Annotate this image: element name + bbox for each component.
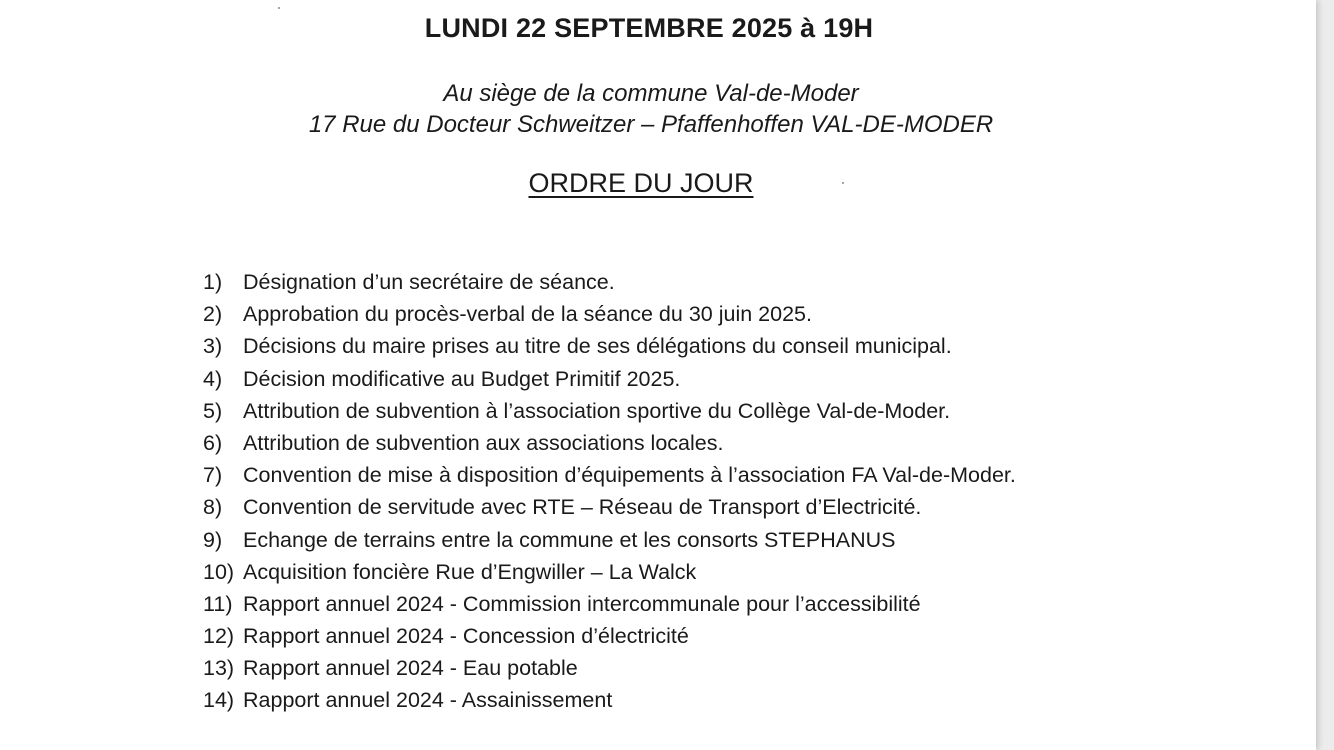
- agenda-item: [203, 588, 1016, 620]
- agenda-item-text: Attribution de subvention à l’association sportive du Collège Val-de-Moder.: [243, 398, 951, 423]
- agenda-item-number: 2): [203, 302, 223, 327]
- agenda-item: [203, 395, 1016, 427]
- meeting-location: [0, 78, 1302, 140]
- agenda-item-text: Attribution de subvention aux associations locales.: [243, 430, 724, 455]
- agenda-title: [0, 168, 1282, 199]
- agenda-item: [203, 620, 1016, 652]
- agenda-item-text: Acquisition foncière Rue d’Engwiller – La Walck: [243, 559, 697, 584]
- agenda-item-number: 3): [203, 334, 223, 359]
- agenda-item-number: 9): [203, 527, 223, 552]
- agenda-item-text: Rapport annuel 2024 - Commission intercommunale pour l’accessibilité: [243, 591, 921, 616]
- agenda-list: [203, 266, 1016, 717]
- agenda-item-text: Désignation d’un secrétaire de séance.: [243, 270, 615, 294]
- agenda-item-number: 7): [203, 463, 223, 488]
- agenda-item: [203, 684, 1016, 716]
- agenda-item-number: 4): [203, 366, 223, 391]
- agenda-item-text: Approbation du procès-verbal de la séance du 30 juin 2025.: [243, 302, 812, 327]
- agenda-title-text: ORDRE DU JOUR: [528, 168, 754, 198]
- agenda-item: [203, 266, 1016, 298]
- agenda-item-number: 5): [203, 398, 223, 423]
- location-line-2: 17 Rue du Docteur Schweitzer – Pfaffenhoffen VAL-DE-MODER: [308, 111, 994, 138]
- agenda-item-text: Convention de servitude avec RTE – Réseau de Transport d’Electricité.: [243, 495, 922, 520]
- agenda-item: [203, 652, 1016, 684]
- agenda-item: [203, 524, 1016, 556]
- agenda-item-number: 12): [203, 624, 235, 649]
- meeting-date-heading: LUNDI 22 SEPTEMBRE 2025 à 19H: [424, 13, 874, 43]
- agenda-item-number: 11): [203, 591, 233, 616]
- agenda-item: [203, 491, 1016, 523]
- agenda-item-number: 13): [203, 656, 235, 681]
- agenda-item-text: Rapport annuel 2024 - Eau potable: [243, 656, 578, 681]
- agenda-item-text: Rapport annuel 2024 - Assainissement: [243, 688, 613, 713]
- scan-speck: [278, 7, 280, 9]
- location-line-1: Au siège de la commune Val-de-Moder: [443, 80, 859, 107]
- agenda-item-text: Décisions du maire prises au titre de ses délégations du conseil municipal.: [243, 334, 952, 359]
- agenda-item-text: Echange de terrains entre la commune et les consorts STEPHANUS: [243, 527, 896, 552]
- agenda-item-number: 6): [203, 430, 223, 455]
- agenda-item-text: Rapport annuel 2024 - Concession d’électricité: [243, 624, 689, 649]
- agenda-item-number: 8): [203, 495, 223, 520]
- agenda-item: [203, 459, 1016, 491]
- agenda-item: [203, 427, 1016, 459]
- agenda-item-text: Convention de mise à disposition d’équipements à l’association FA Val-de-Moder.: [243, 463, 1016, 488]
- agenda-item: [203, 330, 1016, 362]
- agenda-item-number: 14): [203, 688, 235, 713]
- agenda-item: [203, 556, 1016, 588]
- agenda-item-number: 1): [203, 270, 223, 294]
- agenda-item: [203, 363, 1016, 395]
- agenda-item-text: Décision modificative au Budget Primitif 2025.: [243, 366, 681, 391]
- agenda-item-number: 10): [203, 559, 235, 584]
- agenda-item: [203, 298, 1016, 330]
